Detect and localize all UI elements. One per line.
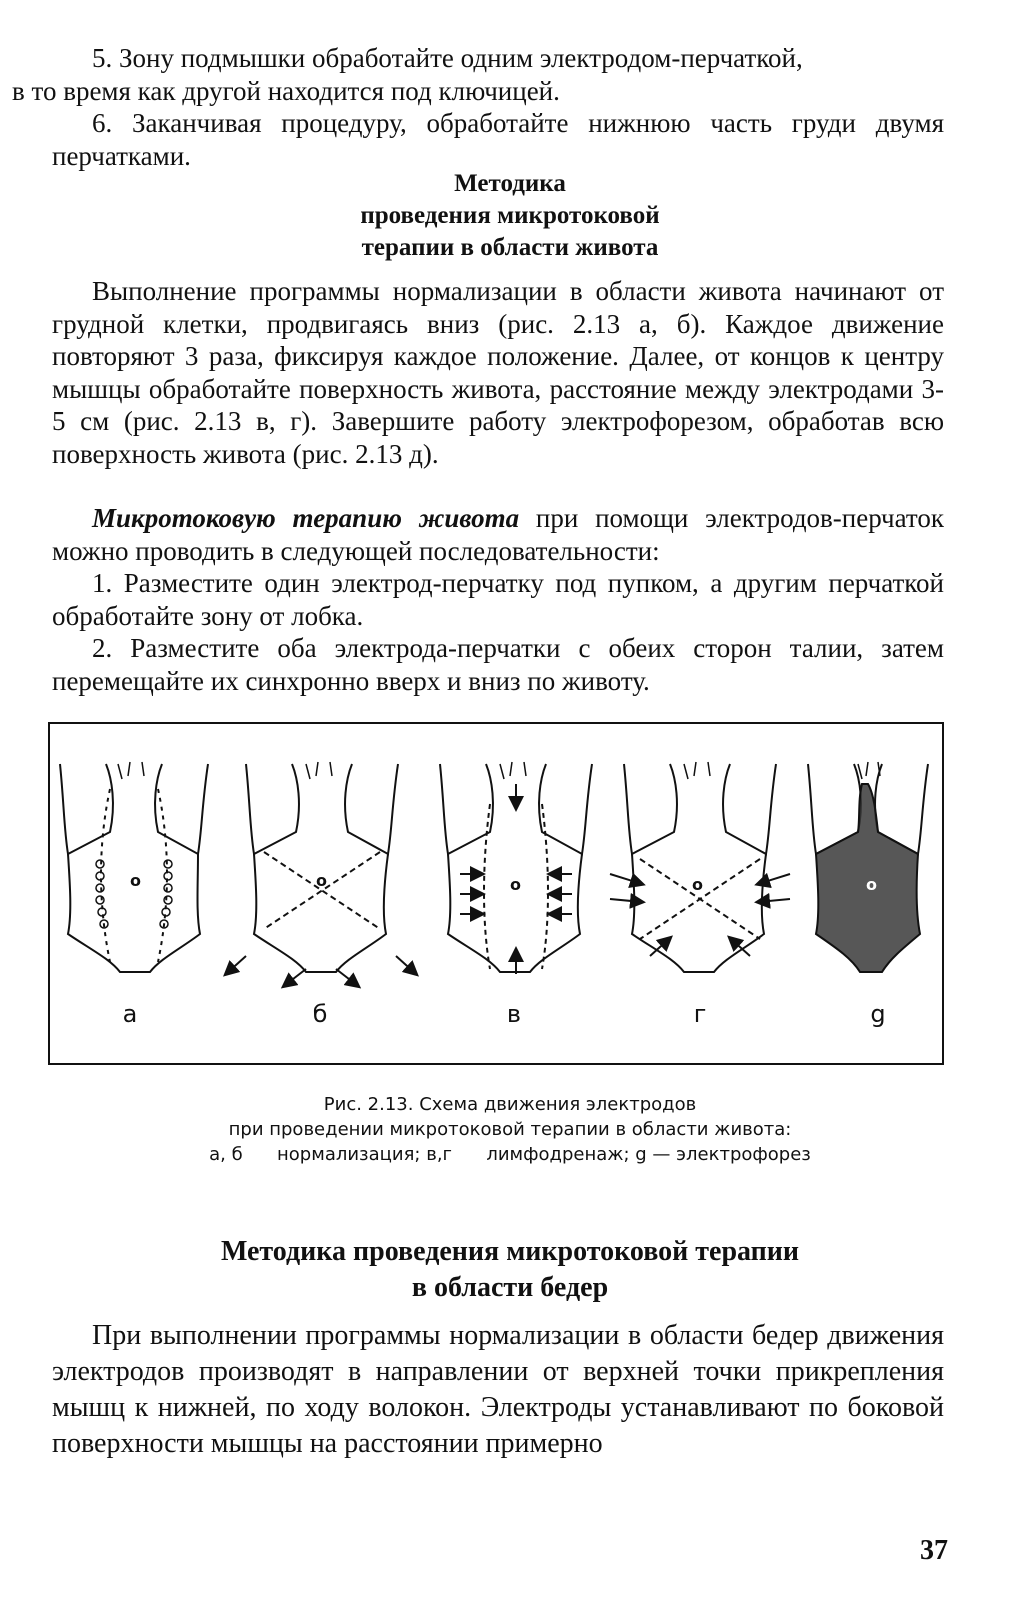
figure-label-b: б <box>312 1000 328 1028</box>
figure-label-a: а <box>122 1000 138 1028</box>
heading-line: в области бедер <box>411 1272 609 1303</box>
navel-mark: o <box>130 871 141 890</box>
figure-label-d: g <box>870 1000 886 1028</box>
page-number: 37 <box>920 1535 948 1566</box>
list-item-6: 6. Заканчивая процедуру, обработайте нижнюю часть груди двумя перчатками. <box>52 108 944 171</box>
torso-panel-d <box>808 762 928 972</box>
torso-panel-g <box>610 762 790 972</box>
torso-panel-a <box>60 762 208 972</box>
emphasis-text: Микротоковую терапию живота <box>92 503 520 533</box>
navel-mark: o <box>866 875 877 894</box>
list-item-1: 1. Разместите один электрод-перчатку под пупком, а другим перчаткой обработайте зону от лобка. <box>52 568 944 631</box>
paragraph-text: при помощи электродов-перчаток можно проводить в следующей последовательности: <box>52 503 944 566</box>
figure-label-g: г <box>693 1000 707 1028</box>
paragraph: При выполнении программы нормализации в области бедер движения электродов производят в направлении от верхней точки прикрепления мышц к нижней, по ходу волокон. Электроды устанавливают по боковой поверхности мышцы на расстоянии примерно <box>52 1320 944 1459</box>
figure-caption <box>0 1092 1020 1167</box>
navel-mark: o <box>316 871 327 890</box>
heading-line: терапии в области живота <box>361 234 659 261</box>
navel-mark: o <box>692 875 703 894</box>
list-item-5-line2: в то время как другой находится под ключицей. <box>12 75 560 106</box>
list-item-5-line1: 5. Зону подмышки обработайте одним электродом-перчаткой, <box>92 43 803 73</box>
list-item-5 <box>12 42 944 107</box>
caption-line: а, б нормализация; в,г лимфодренаж; g — электрофорез <box>209 1144 811 1165</box>
heading-line: Методика <box>454 170 566 197</box>
navel-mark: o <box>510 875 521 894</box>
paragraph: Выполнение программы нормализации в области живота начинают от грудной клетки, продвигаясь вниз (рис. 2.13 а, б). Каждое движение повторяют 3 раза, фиксируя каждое положение. Далее, от концов к центру мышцы обработайте поверхность живота, расстояние между электродами 3-5 см (рис. 2.13 в, г). Завершите работу электрофорезом, обработав всю поверхность живота (рис. 2.13 д). <box>52 276 944 469</box>
caption-line: Рис. 2.13. Схема движения электродов <box>323 1094 697 1115</box>
section-heading-hips <box>0 1234 1020 1306</box>
section-heading-abdomen <box>0 168 1020 264</box>
paragraph <box>52 502 944 567</box>
caption-line: при проведении микротоковой терапии в области живота: <box>228 1119 792 1140</box>
figure-label-v: в <box>506 1000 522 1028</box>
list-item-2: 2. Разместите оба электрода-перчатки с обеих сторон талии, затем перемещайте их синхронно вверх и вниз по животу. <box>52 633 944 696</box>
torso-panel-v <box>440 762 592 974</box>
heading-line: проведения микротоковой <box>360 202 660 229</box>
heading-line: Методика проведения микротоковой терапии <box>220 1236 800 1267</box>
